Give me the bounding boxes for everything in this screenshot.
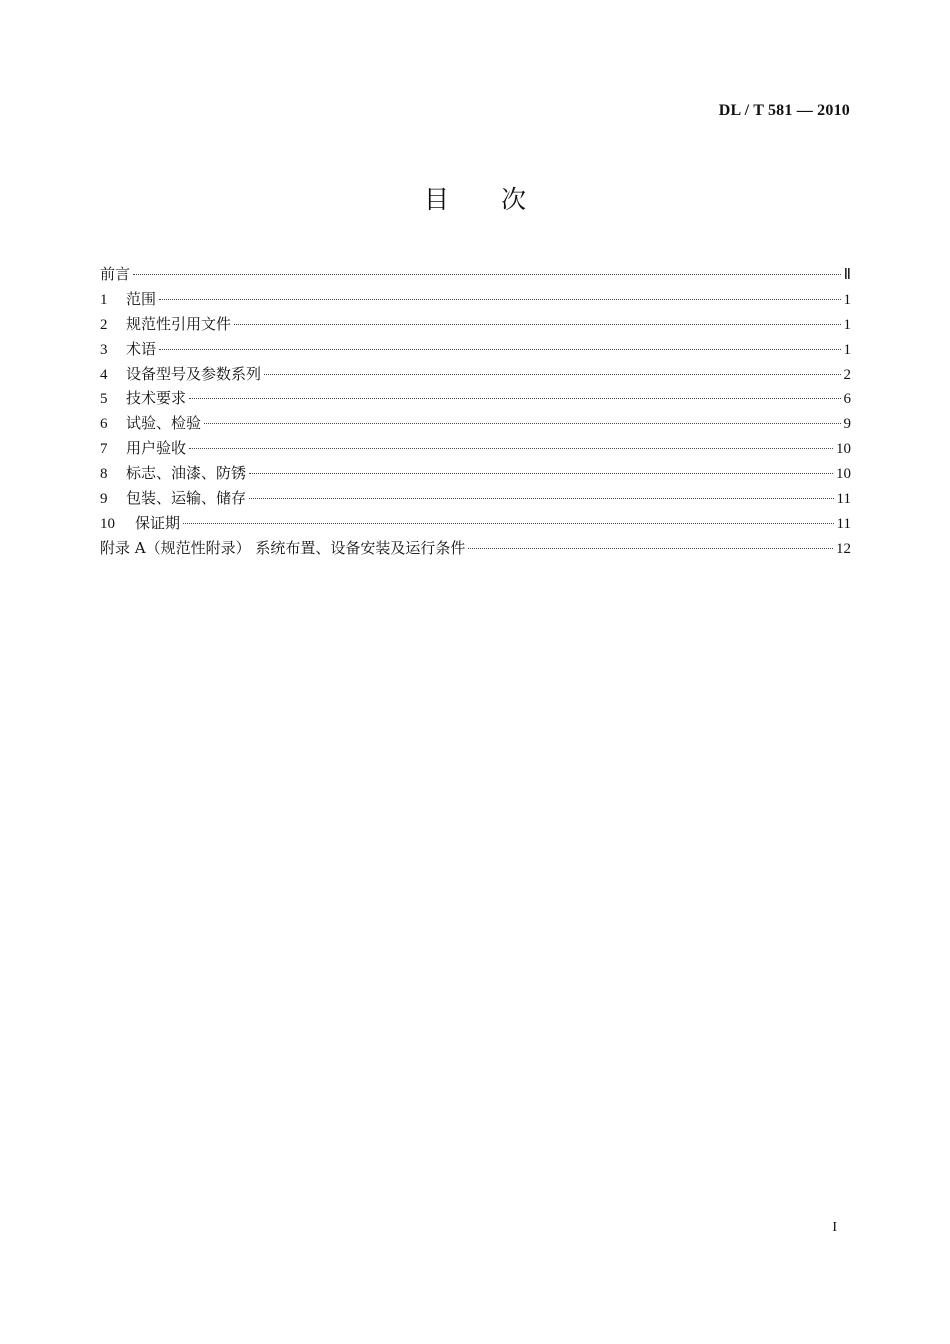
toc-entry-page: 10 [836,466,851,483]
leader-dots [189,448,833,449]
toc-entry-page: Ⅱ [843,267,851,283]
toc-entry-label: 规范性引用文件 [126,314,232,333]
page-title [0,180,950,216]
toc-entry-label: 前言 [100,265,131,283]
toc-entry-label: 设备型号及参数系列 [126,364,262,383]
toc-entry-number: 2 [100,316,108,333]
toc-entry-number: 1 [100,291,108,308]
toc-entry-warranty[interactable] [100,511,851,536]
toc-entry-page: 2 [843,366,851,383]
leader-dots [234,324,840,325]
toc-entry-label: 用户验收 [126,439,187,458]
toc-entry-page: 11 [836,515,851,532]
document-code: DL / T 581 — 2010 [718,102,850,119]
toc-entry-label: 试验、检验 [126,414,202,433]
toc-entry-annex-a[interactable] [100,536,851,561]
toc-entry-label: 保证期 [135,513,181,532]
leader-dots [264,374,840,375]
toc-entry-page: 12 [836,540,851,557]
toc-entry-page: 11 [836,491,851,508]
toc-entry-models-parameters[interactable] [100,362,851,387]
toc-entry-page: 1 [843,316,851,333]
toc-entry-number: 6 [100,416,108,433]
toc-entry-packing-transport[interactable] [100,486,851,511]
toc-entry-user-acceptance[interactable] [100,436,851,461]
toc-entry-number: 8 [100,466,108,483]
toc-entry-number: 10 [100,515,115,532]
leader-dots [204,423,840,424]
toc-entry-label: 技术要求 [126,389,187,408]
leader-dots [159,349,840,350]
toc-entry-label: 范围 [126,289,157,308]
leader-dots [159,299,840,300]
toc-entry-page: 10 [836,441,851,458]
toc-entry-foreword[interactable] [100,262,851,287]
toc-entry-page: 1 [843,341,851,358]
title-char-2: 次 [501,185,527,214]
page-number: I [832,1220,837,1235]
title-char-1: 目 [423,185,449,214]
toc-entry-page: 9 [843,416,851,433]
toc-entry-label: 标志、油漆、防锈 [126,464,247,483]
toc-entry-number: 9 [100,491,108,508]
toc-entry-number: 5 [100,391,108,408]
table-of-contents [100,262,851,561]
leader-dots [249,498,834,499]
toc-entry-label: 包装、运输、储存 [126,489,247,508]
toc-entry-tests-inspection[interactable] [100,411,851,436]
leader-dots [468,548,833,549]
leader-dots [133,274,841,275]
leader-dots [183,523,834,524]
toc-entry-label: 术语 [126,339,157,358]
toc-entry-technical-requirements[interactable] [100,386,851,411]
toc-entry-number: 3 [100,341,108,358]
toc-entry-number: 7 [100,441,108,458]
toc-entry-label: 附录 A（规范性附录） 系统布置、设备安装及运行条件 [100,538,466,557]
toc-entry-page: 1 [843,291,851,308]
toc-entry-terms[interactable] [100,337,851,362]
toc-entry-page: 6 [843,391,851,408]
toc-entry-scope[interactable] [100,287,851,312]
toc-entry-marking-painting[interactable] [100,461,851,486]
leader-dots [249,473,833,474]
toc-entry-normative-references[interactable] [100,312,851,337]
leader-dots [189,398,840,399]
toc-entry-number: 4 [100,366,108,383]
